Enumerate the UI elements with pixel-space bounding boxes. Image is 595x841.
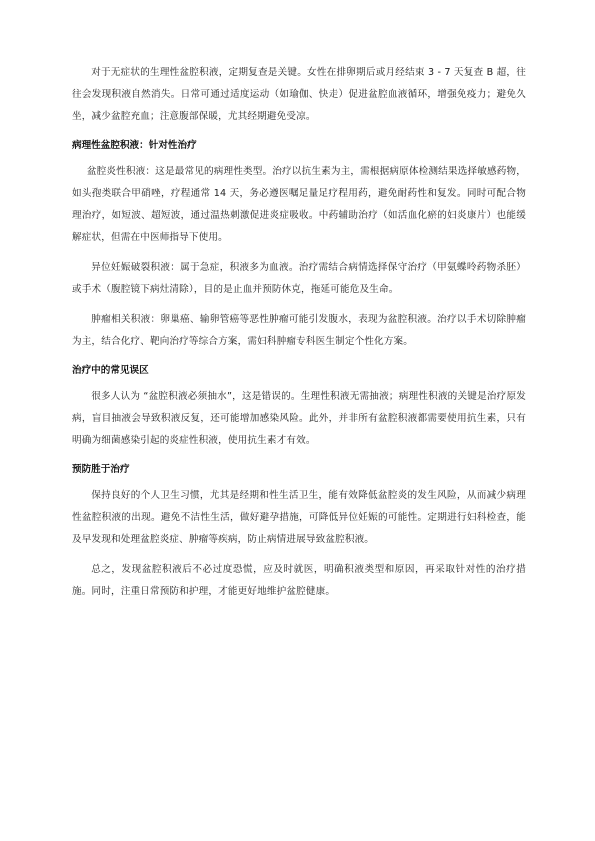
paragraph-misconception-drainage: 很多人认为 “盆腔积液必须抽水”，这是错误的。生理性积液无需抽液；病理性积液的关键是治疗原发病，盲目抽液会导致积液反复，还可能增加感染风险。此外，并非所有盆腔积液都需要使用抗生素，只有明确为细菌感染引起的炎症性积液，使用抗生素才有效。 xyxy=(72,391,526,446)
paragraph-tumor-related-effusion: 肿瘤相关积液：卵巢癌、输卵管癌等恶性肿瘤可能引发腹水，表现为盆腔积液。治疗以手术切除肿瘤为主，结合化疗、靶向治疗等综合方案，需妇科肿瘤专科医生制定个性化方案。 xyxy=(72,314,526,347)
paragraph-pelvic-inflammatory-effusion: 盆腔炎性积液：这是最常见的病理性类型。治疗以抗生素为主，需根据病原体检测结果选择敏感药物，如头孢类联合甲硝唑，疗程通常 14 天，务必遵医嘱足量足疗程用药，避免耐药性和复发。同时可配合物理治疗，如短波、超短波，通过温热刺激促进炎症吸收。中药辅助治疗（如活血化瘀的妇炎康片）也能缓解症状，但需在中医师指导下使用。 xyxy=(72,166,526,243)
paragraph-ectopic-pregnancy-effusion: 异位妊娠破裂积液：属于急症，积液多为血液。治疗需结合病情选择保守治疗（甲氨蝶呤药物杀胚）或手术（腹腔镜下病灶清除），目的是止血并预防休克，拖延可能危及生命。 xyxy=(72,262,526,295)
document-page xyxy=(72,62,526,611)
paragraph-conclusion: 总之，发现盆腔积液后不必过度恐慌，应及时就医，明确积液类型和原因，再采取针对性的治疗措施。同时，注重日常预防和护理，才能更好地维护盆腔健康。 xyxy=(72,564,526,597)
section-heading-prevention: 预防胜于治疗 xyxy=(72,464,130,475)
section-heading-pathological-treatment: 病理性盆腔积液：针对性治疗 xyxy=(72,140,197,151)
section-heading-common-misconceptions: 治疗中的常见误区 xyxy=(72,365,149,376)
paragraph-prevention-hygiene: 保持良好的个人卫生习惯，尤其是经期和性生活卫生，能有效降低盆腔炎的发生风险，从而减少病理性盆腔积液的出现。避免不洁性生活，做好避孕措施，可降低异位妊娠的可能性。定期进行妇科检查，能及早发现和处理盆腔炎症、肿瘤等疾病，防止病情进展导致盆腔积液。 xyxy=(72,490,526,545)
paragraph-physiological-followup: 对于无症状的生理性盆腔积液，定期复查是关键。女性在排卵期后或月经结束 3 - 7 天复查 B 超，往往会发现积液自然消失。日常可通过适度运动（如瑜伽、快走）促进盆腔血液循环，增强免疫力；避免久坐，减少盆腔充血；注意腹部保暖，尤其经期避免受凉。 xyxy=(72,67,526,122)
